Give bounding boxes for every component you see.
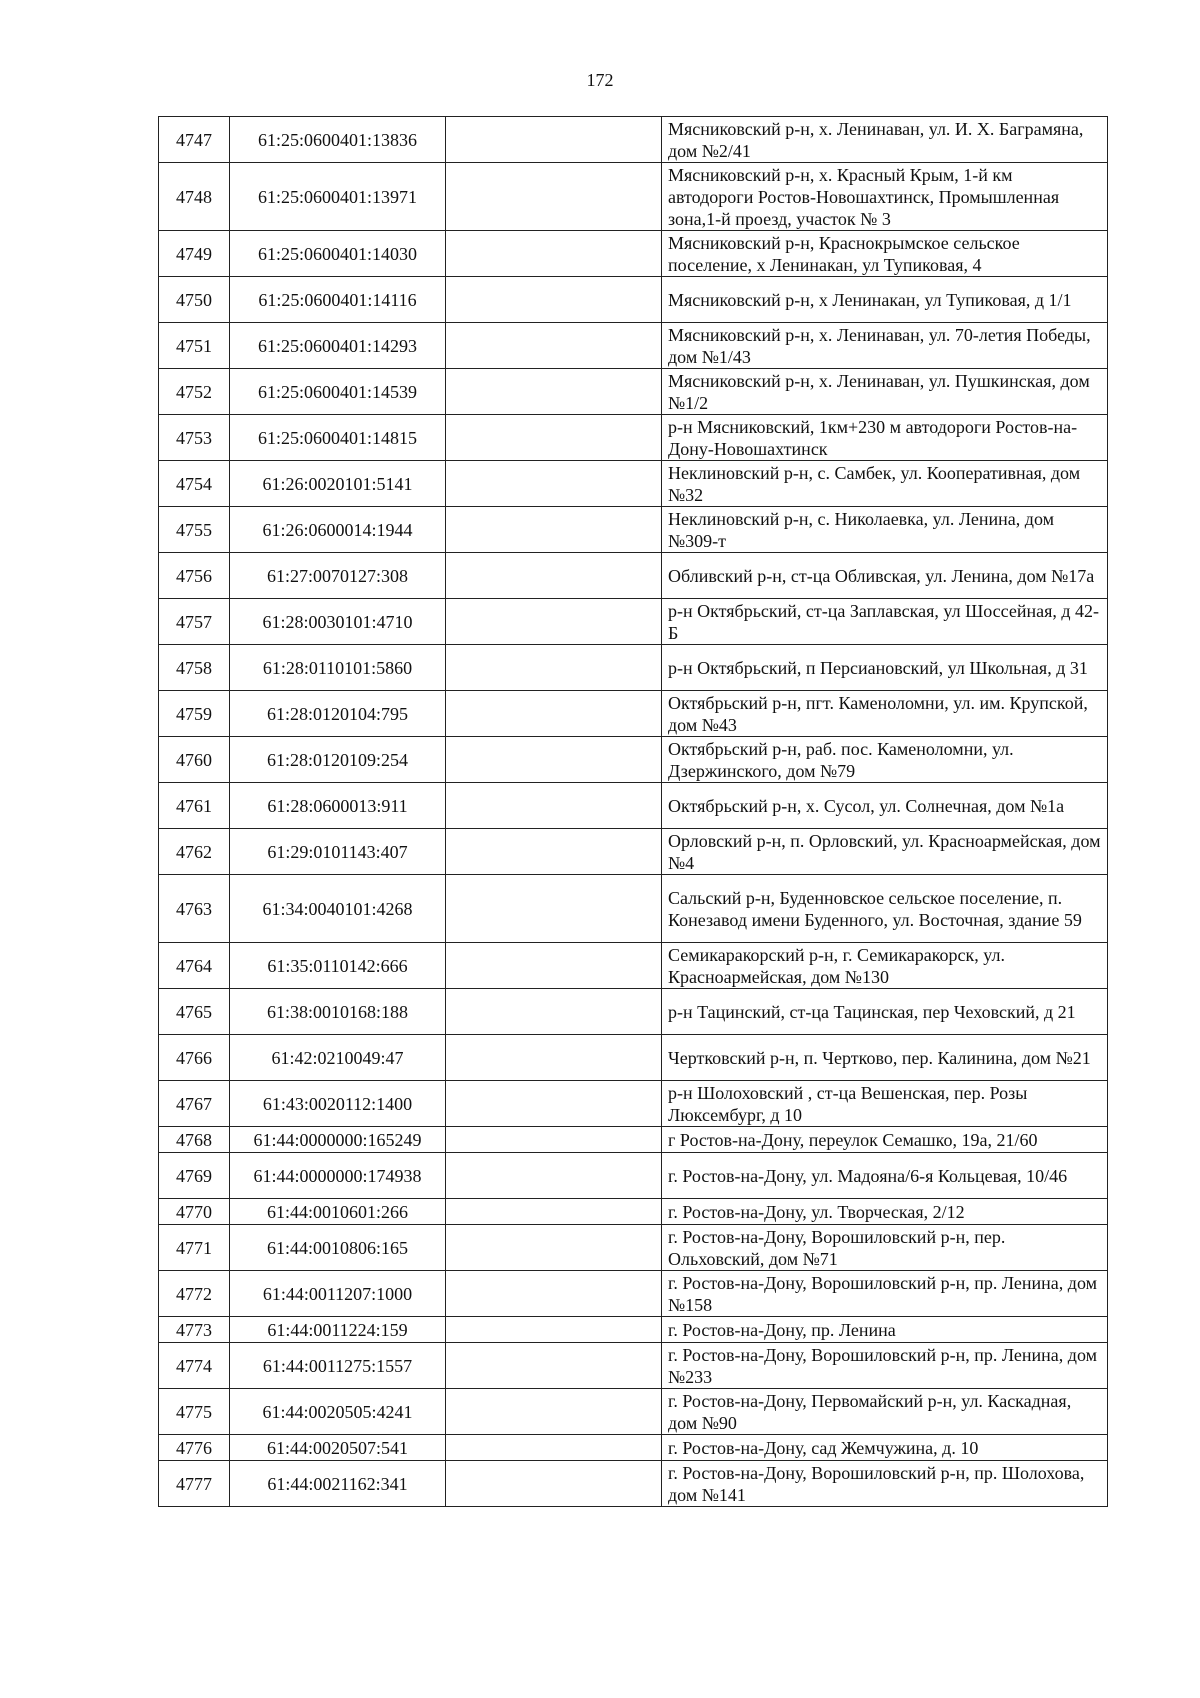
- cadastral-number-cell: 61:44:0021162:341: [230, 1461, 446, 1507]
- address-cell: г. Ростов-на-Дону, ул. Мадояна/6-я Кольцевая, 10/46: [662, 1153, 1108, 1199]
- cadastral-number-cell: 61:43:0020112:1400: [230, 1081, 446, 1127]
- address-cell: г. Ростов-на-Дону, Ворошиловский р-н, пр. Шолохова, дом №141: [662, 1461, 1108, 1507]
- address-cell: Мясниковский р-н, х. Ленинаван, ул. 70-летия Победы, дом №1/43: [662, 323, 1108, 369]
- row-number-cell: 4753: [159, 415, 230, 461]
- row-number-cell: 4759: [159, 691, 230, 737]
- cadastral-number-cell: 61:29:0101143:407: [230, 829, 446, 875]
- table-row: [159, 783, 1108, 829]
- row-number-cell: 4756: [159, 553, 230, 599]
- table-row: [159, 875, 1108, 943]
- cadastral-number-cell: 61:28:0110101:5860: [230, 645, 446, 691]
- table-row: [159, 1035, 1108, 1081]
- cadastral-number-cell: 61:26:0020101:5141: [230, 461, 446, 507]
- empty-cell: [446, 783, 662, 829]
- table-row: [159, 553, 1108, 599]
- row-number-cell: 4771: [159, 1225, 230, 1271]
- address-cell: р-н Октябрьский, ст-ца Заплавская, ул Шоссейная, д 42-Б: [662, 599, 1108, 645]
- row-number-cell: 4770: [159, 1199, 230, 1225]
- empty-cell: [446, 163, 662, 231]
- row-number-cell: 4776: [159, 1435, 230, 1461]
- empty-cell: [446, 1199, 662, 1225]
- table-row: [159, 737, 1108, 783]
- address-cell: г. Ростов-на-Дону, ул. Творческая, 2/12: [662, 1199, 1108, 1225]
- address-cell: Чертковский р-н, п. Чертково, пер. Калинина, дом №21: [662, 1035, 1108, 1081]
- row-number-cell: 4769: [159, 1153, 230, 1199]
- table-row: [159, 1317, 1108, 1343]
- empty-cell: [446, 277, 662, 323]
- empty-cell: [446, 415, 662, 461]
- row-number-cell: 4762: [159, 829, 230, 875]
- row-number-cell: 4765: [159, 989, 230, 1035]
- empty-cell: [446, 1035, 662, 1081]
- row-number-cell: 4768: [159, 1127, 230, 1153]
- address-cell: р-н Октябрьский, п Персиановский, ул Школьная, д 31: [662, 645, 1108, 691]
- address-cell: Неклиновский р-н, с. Николаевка, ул. Ленина, дом №309-т: [662, 507, 1108, 553]
- row-number-cell: 4752: [159, 369, 230, 415]
- address-cell: р-н Тацинский, ст-ца Тацинская, пер Чеховский, д 21: [662, 989, 1108, 1035]
- table-row: [159, 943, 1108, 989]
- cadastral-number-cell: 61:25:0600401:14116: [230, 277, 446, 323]
- table-row: [159, 323, 1108, 369]
- empty-cell: [446, 1317, 662, 1343]
- table-row: [159, 1127, 1108, 1153]
- row-number-cell: 4751: [159, 323, 230, 369]
- table-row: [159, 645, 1108, 691]
- row-number-cell: 4748: [159, 163, 230, 231]
- address-cell: г. Ростов-на-Дону, Ворошиловский р-н, пр. Ленина, дом №233: [662, 1343, 1108, 1389]
- table-row: [159, 1461, 1108, 1507]
- cadastral-number-cell: 61:44:0000000:165249: [230, 1127, 446, 1153]
- table-row: [159, 369, 1108, 415]
- row-number-cell: 4774: [159, 1343, 230, 1389]
- address-cell: г. Ростов-на-Дону, сад Жемчужина, д. 10: [662, 1435, 1108, 1461]
- cadastral-number-cell: 61:35:0110142:666: [230, 943, 446, 989]
- empty-cell: [446, 875, 662, 943]
- cadastral-number-cell: 61:27:0070127:308: [230, 553, 446, 599]
- cadastral-number-cell: 61:28:0120109:254: [230, 737, 446, 783]
- empty-cell: [446, 1081, 662, 1127]
- cadastral-number-cell: 61:25:0600401:14539: [230, 369, 446, 415]
- address-cell: Октябрьский р-н, пгт. Каменоломни, ул. им. Крупской, дом №43: [662, 691, 1108, 737]
- cadastral-number-cell: 61:44:0020505:4241: [230, 1389, 446, 1435]
- empty-cell: [446, 369, 662, 415]
- cadastral-number-cell: 61:25:0600401:14815: [230, 415, 446, 461]
- address-cell: Мясниковский р-н, х. Красный Крым, 1-й км автодороги Ростов-Новошахтинск, Промышленная зона,1-й проезд, участок № 3: [662, 163, 1108, 231]
- cadastral-number-cell: 61:25:0600401:13971: [230, 163, 446, 231]
- address-cell: р-н Мясниковский, 1км+230 м автодороги Ростов-на-Дону-Новошахтинск: [662, 415, 1108, 461]
- table-row: [159, 1081, 1108, 1127]
- table-row: [159, 277, 1108, 323]
- table-row: [159, 1435, 1108, 1461]
- empty-cell: [446, 829, 662, 875]
- empty-cell: [446, 1343, 662, 1389]
- empty-cell: [446, 1127, 662, 1153]
- cadastral-number-cell: 61:38:0010168:188: [230, 989, 446, 1035]
- empty-cell: [446, 737, 662, 783]
- address-cell: Мясниковский р-н, х. Ленинаван, ул. Пушкинская, дом №1/2: [662, 369, 1108, 415]
- cadastral-number-cell: 61:25:0600401:13836: [230, 117, 446, 163]
- address-cell: г. Ростов-на-Дону, Ворошиловский р-н, пер. Ольховский, дом №71: [662, 1225, 1108, 1271]
- address-cell: Октябрьский р-н, х. Сусол, ул. Солнечная, дом №1а: [662, 783, 1108, 829]
- row-number-cell: 4747: [159, 117, 230, 163]
- empty-cell: [446, 1225, 662, 1271]
- cadastral-number-cell: 61:44:0020507:541: [230, 1435, 446, 1461]
- table-row: [159, 117, 1108, 163]
- cadastral-number-cell: 61:44:0000000:174938: [230, 1153, 446, 1199]
- cadastral-number-cell: 61:25:0600401:14293: [230, 323, 446, 369]
- cadastral-number-cell: 61:28:0120104:795: [230, 691, 446, 737]
- address-cell: г Ростов-на-Дону, переулок Семашко, 19а, 21/60: [662, 1127, 1108, 1153]
- address-cell: Сальский р-н, Буденновское сельское поселение, п. Конезавод имени Буденного, ул. Восточная, здание 59: [662, 875, 1108, 943]
- address-cell: Обливский р-н, ст-ца Обливская, ул. Ленина, дом №17а: [662, 553, 1108, 599]
- empty-cell: [446, 1271, 662, 1317]
- row-number-cell: 4761: [159, 783, 230, 829]
- empty-cell: [446, 507, 662, 553]
- address-cell: Орловский р-н, п. Орловский, ул. Красноармейская, дом №4: [662, 829, 1108, 875]
- empty-cell: [446, 645, 662, 691]
- empty-cell: [446, 323, 662, 369]
- cadastral-number-cell: 61:42:0210049:47: [230, 1035, 446, 1081]
- cadastral-number-cell: 61:44:0010601:266: [230, 1199, 446, 1225]
- table-row: [159, 507, 1108, 553]
- empty-cell: [446, 1153, 662, 1199]
- address-cell: Мясниковский р-н, х. Ленинаван, ул. И. Х. Баграмяна, дом №2/41: [662, 117, 1108, 163]
- table-row: [159, 989, 1108, 1035]
- row-number-cell: 4755: [159, 507, 230, 553]
- cadastral-number-cell: 61:44:0011224:159: [230, 1317, 446, 1343]
- row-number-cell: 4772: [159, 1271, 230, 1317]
- row-number-cell: 4766: [159, 1035, 230, 1081]
- empty-cell: [446, 1389, 662, 1435]
- row-number-cell: 4749: [159, 231, 230, 277]
- cadastral-number-cell: 61:25:0600401:14030: [230, 231, 446, 277]
- row-number-cell: 4750: [159, 277, 230, 323]
- row-number-cell: 4758: [159, 645, 230, 691]
- table-row: [159, 1389, 1108, 1435]
- address-cell: Неклиновский р-н, с. Самбек, ул. Кооперативная, дом №32: [662, 461, 1108, 507]
- registry-table-body: [159, 117, 1108, 1507]
- address-cell: Семикаракорский р-н, г. Семикаракорск, ул. Красноармейская, дом №130: [662, 943, 1108, 989]
- table-row: [159, 1153, 1108, 1199]
- row-number-cell: 4757: [159, 599, 230, 645]
- row-number-cell: 4767: [159, 1081, 230, 1127]
- address-cell: Октябрьский р-н, раб. пос. Каменоломни, ул. Дзержинского, дом №79: [662, 737, 1108, 783]
- table-row: [159, 1271, 1108, 1317]
- cadastral-number-cell: 61:26:0600014:1944: [230, 507, 446, 553]
- empty-cell: [446, 943, 662, 989]
- empty-cell: [446, 461, 662, 507]
- row-number-cell: 4763: [159, 875, 230, 943]
- table-row: [159, 1343, 1108, 1389]
- address-cell: Мясниковский р-н, Краснокрымское сельское поселение, х Ленинакан, ул Тупиковая, 4: [662, 231, 1108, 277]
- empty-cell: [446, 231, 662, 277]
- address-cell: г. Ростов-на-Дону, Первомайский р-н, ул. Каскадная, дом №90: [662, 1389, 1108, 1435]
- empty-cell: [446, 1461, 662, 1507]
- row-number-cell: 4773: [159, 1317, 230, 1343]
- table-row: [159, 461, 1108, 507]
- cadastral-number-cell: 61:44:0011207:1000: [230, 1271, 446, 1317]
- address-cell: р-н Шолоховский , ст-ца Вешенская, пер. Розы Люксембург, д 10: [662, 1081, 1108, 1127]
- table-row: [159, 163, 1108, 231]
- cadastral-number-cell: 61:44:0011275:1557: [230, 1343, 446, 1389]
- cadastral-number-cell: 61:28:0600013:911: [230, 783, 446, 829]
- empty-cell: [446, 691, 662, 737]
- row-number-cell: 4775: [159, 1389, 230, 1435]
- row-number-cell: 4777: [159, 1461, 230, 1507]
- page-number: 172: [586, 70, 614, 90]
- cadastral-number-cell: 61:34:0040101:4268: [230, 875, 446, 943]
- row-number-cell: 4754: [159, 461, 230, 507]
- empty-cell: [446, 117, 662, 163]
- table-row: [159, 829, 1108, 875]
- empty-cell: [446, 553, 662, 599]
- table-row: [159, 691, 1108, 737]
- registry-table: [158, 116, 1108, 1507]
- table-row: [159, 1225, 1108, 1271]
- empty-cell: [446, 1435, 662, 1461]
- address-cell: г. Ростов-на-Дону, пр. Ленина: [662, 1317, 1108, 1343]
- cadastral-number-cell: 61:28:0030101:4710: [230, 599, 446, 645]
- table-row: [159, 231, 1108, 277]
- table-row: [159, 599, 1108, 645]
- row-number-cell: 4760: [159, 737, 230, 783]
- table-row: [159, 1199, 1108, 1225]
- address-cell: Мясниковский р-н, х Ленинакан, ул Тупиковая, д 1/1: [662, 277, 1108, 323]
- table-row: [159, 415, 1108, 461]
- address-cell: г. Ростов-на-Дону, Ворошиловский р-н, пр. Ленина, дом №158: [662, 1271, 1108, 1317]
- row-number-cell: 4764: [159, 943, 230, 989]
- empty-cell: [446, 989, 662, 1035]
- empty-cell: [446, 599, 662, 645]
- cadastral-number-cell: 61:44:0010806:165: [230, 1225, 446, 1271]
